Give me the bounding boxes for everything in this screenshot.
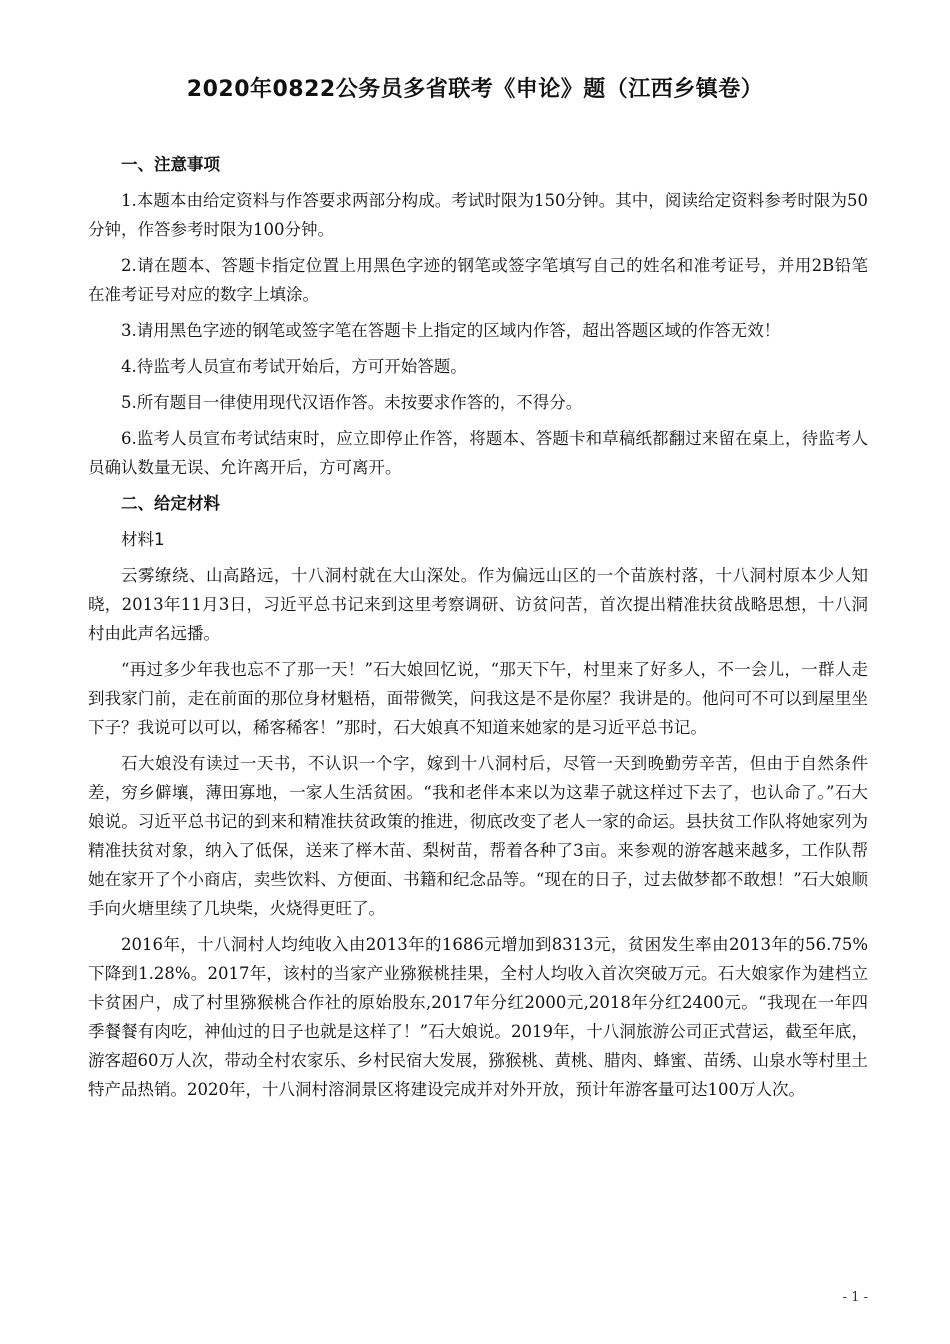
notice-item: 2.请在题本、答题卡指定位置上用黑色字迹的钢笔或签字笔填写自己的姓名和准考证号，并用2B铅笔在准考证号对应的数字上填涂。 (88, 256, 868, 304)
notice-item: 4.待监考人员宣布考试开始后，方可开始答题。 (121, 357, 467, 376)
material-paragraph: 云雾缭绕、山高路远，十八洞村就在大山深处。作为偏远山区的一个苗族村落，十八洞村原本少人知晓，2013年11月3日，习近平总书记来到这里考察调研、访贫问苦，首次提出精准扶贫战略思想，十八洞村由此声名远播。 (88, 566, 868, 643)
notice-item: 5.所有题目一律使用现代汉语作答。未按要求作答的，不得分。 (121, 393, 583, 412)
page-number: - 1 - (842, 1290, 868, 1305)
section-heading-notices: 一、注意事项 (121, 155, 220, 174)
notice-item: 3.请用黑色字迹的钢笔或签字笔在答题卡上指定的区域内作答，超出答题区域的作答无效！ (121, 321, 781, 340)
notice-item: 6.监考人员宣布考试结束时，应立即停止作答，将题本、答题卡和草稿纸都翻过来留在桌上，待监考人员确认数量无误、允许离开后，方可离开。 (88, 429, 868, 477)
material-paragraph: 2016年，十八洞村人均纯收入由2013年的1686元增加到8313元，贫困发生率由2013年的56.75%下降到1.28%。2017年，该村的当家产业猕猴桃挂果，全村人均收入首次突破万元。石大娘家作为建档立卡贫困户，成了村里猕猴桃合作社的原始股东,2017年分红2000元,2018年分红2400元。“我现在一年四季餐餐有肉吃，神仙过的日子也就是这样了！”石大娘说。2019年，十八洞旅游公司正式营运，截至年底，游客超60万人次，带动全村农家乐、乡村民宿大发展，猕猴桃、黄桃、腊肉、蜂蜜、苗绣、山泉水等村里土特产品热销。2020年，十八洞村溶洞景区将建设完成并对外开放，预计年游客量可达100万人次。 (88, 935, 868, 1099)
document-body (88, 150, 868, 1111)
material-paragraph: 石大娘没有读过一天书，不认识一个字，嫁到十八洞村后，尽管一天到晚勤劳辛苦，但由于自然条件差，穷乡僻壤，薄田寡地，一家人生活贫困。“我和老伴本来以为这辈子就这样过下去了，也认命了。”石大娘说。习近平总书记的到来和精准扶贫政策的推进，彻底改变了老人一家的命运。县扶贫工作队将她家列为精准扶贫对象，纳入了低保，送来了榉木苗、梨树苗，帮着各种了3亩。来参观的游客越来越多，工作队帮她在家开了个小商店，卖些饮料、方便面、书籍和纪念品等。“现在的日子，过去做梦都不敢想！”石大娘顺手向火塘里续了几块柴，火烧得更旺了。 (88, 754, 868, 918)
document-title: 2020年0822公务员多省联考《申论》题（江西乡镇卷） (186, 77, 764, 102)
material-label: 材料1 (121, 530, 165, 549)
material-paragraph: “再过多少年我也忘不了那一天！”石大娘回忆说，“那天下午，村里来了好多人，不一会儿，一群人走到我家门前，走在前面的那位身材魁梧，面带微笑，问我这是不是你屋？我讲是的。他问可不可以到屋里坐下子？我说可以可以，稀客稀客！”那时，石大娘真不知道来她家的是习近平总书记。 (88, 660, 868, 737)
notice-item: 1.本题本由给定资料与作答要求两部分构成。考试时限为150分钟。其中，阅读给定资料参考时限为50分钟，作答参考时限为100分钟。 (88, 191, 868, 239)
notice-list (88, 186, 868, 482)
section-heading-materials: 二、给定材料 (121, 494, 220, 513)
